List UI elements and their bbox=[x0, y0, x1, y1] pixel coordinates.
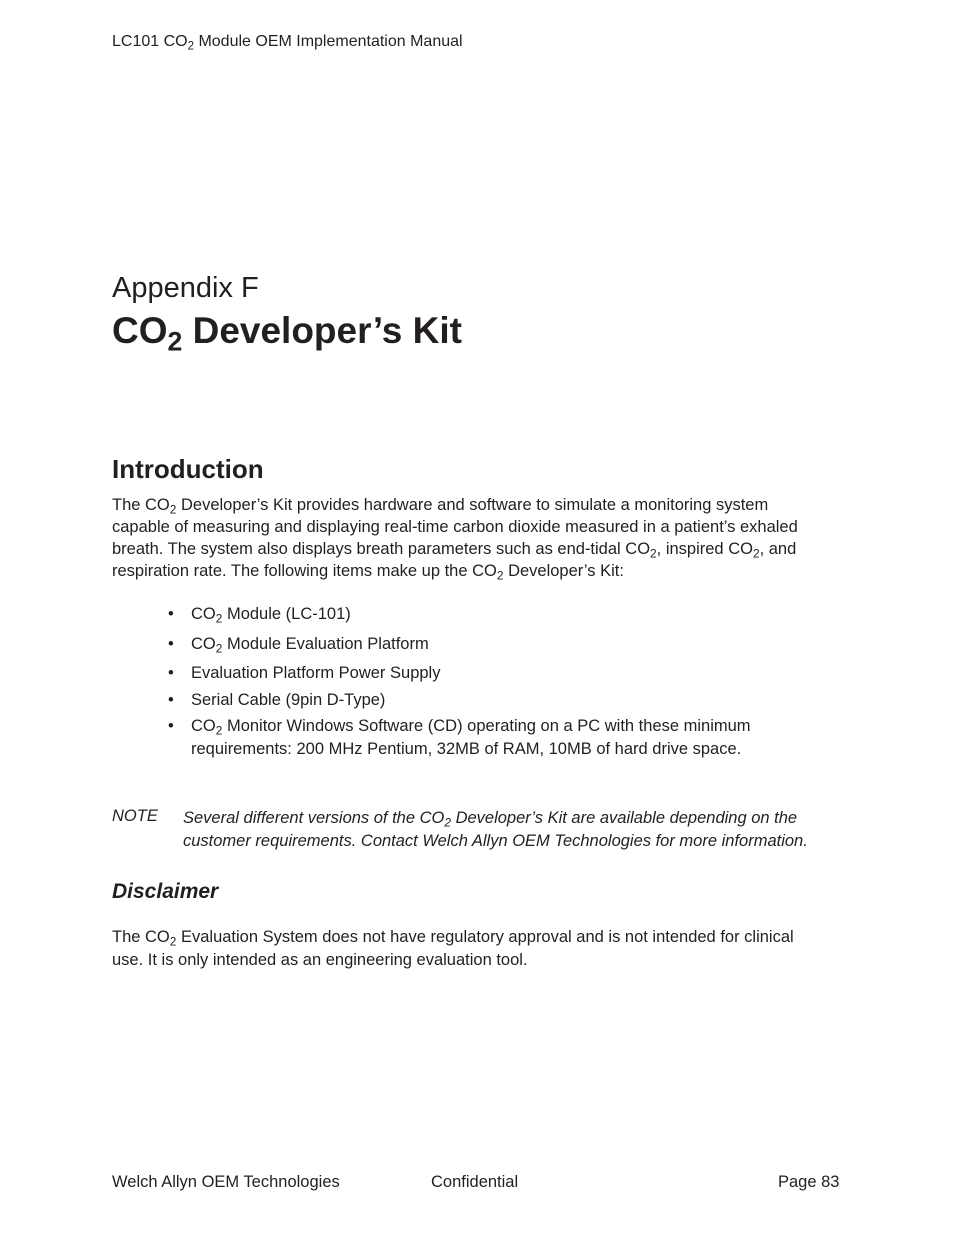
intro-line bbox=[112, 560, 852, 582]
list-item bbox=[168, 662, 848, 685]
text-span: , inspired CO bbox=[656, 540, 753, 558]
note-label: NOTE bbox=[112, 807, 158, 825]
text-span: Evaluation Platform Power Supply bbox=[191, 664, 441, 682]
introduction-paragraph bbox=[112, 494, 852, 582]
footer-company: Welch Allyn OEM Technologies bbox=[112, 1173, 340, 1191]
subscript: 2 bbox=[169, 502, 177, 517]
bullet-icon: • bbox=[168, 717, 174, 735]
subsection-heading-disclaimer: Disclaimer bbox=[112, 880, 219, 903]
text-span: breath. The system also displays breath parameters such as end-tidal CO bbox=[112, 540, 651, 558]
chapter-title bbox=[112, 310, 462, 357]
list-item bbox=[168, 715, 848, 761]
appendix-label: Appendix F bbox=[112, 272, 259, 304]
text-span: Developer’s Kit provides hardware and software to simulate a monitoring system bbox=[176, 496, 769, 514]
note-line bbox=[183, 807, 863, 830]
text-span: CO bbox=[191, 635, 216, 653]
text-span: Developer’s Kit are available depending on the bbox=[450, 809, 798, 827]
subscript: 2 bbox=[215, 611, 223, 626]
subscript: 2 bbox=[444, 815, 451, 830]
running-header-text-suffix: Module OEM Implementation Manual bbox=[194, 33, 463, 50]
disclaimer-line bbox=[112, 926, 852, 949]
chapter-title-prefix: CO bbox=[112, 310, 168, 351]
text-span: The CO bbox=[112, 496, 170, 514]
disclaimer-line: use. It is only intended as an engineering evaluation tool. bbox=[112, 951, 528, 969]
text-span: Several different versions of the CO bbox=[183, 809, 445, 827]
list-item bbox=[168, 633, 848, 656]
bullet-icon: • bbox=[168, 605, 174, 623]
text-span: Evaluation System does not have regulatory approval and is not intended for clinical bbox=[176, 928, 794, 946]
subscript: 2 bbox=[169, 934, 177, 949]
text-span: Module Evaluation Platform bbox=[222, 635, 429, 653]
footer-confidential: Confidential bbox=[431, 1173, 519, 1191]
section-heading-introduction: Introduction bbox=[112, 454, 264, 484]
subscript: 2 bbox=[650, 546, 657, 561]
kit-items-list bbox=[168, 603, 848, 761]
footer-page-number: Page 83 bbox=[778, 1173, 840, 1191]
disclaimer-paragraph bbox=[112, 926, 852, 972]
note-line: customer requirements. Contact Welch Allyn OEM Technologies for more information. bbox=[183, 832, 808, 850]
text-span: CO bbox=[191, 605, 216, 623]
note-text bbox=[183, 807, 863, 853]
text-span: Module (LC-101) bbox=[222, 605, 351, 623]
text-span: Developer’s Kit: bbox=[503, 562, 624, 580]
text-span: respiration rate. The following items make up the CO bbox=[112, 562, 497, 580]
subscript: 2 bbox=[215, 723, 223, 738]
text-span: Monitor Windows Software (CD) operating on a PC with these minimum bbox=[222, 717, 751, 735]
text-span: CO bbox=[191, 717, 216, 735]
chapter-title-subscript: 2 bbox=[167, 326, 183, 357]
text-span: Serial Cable (9pin D-Type) bbox=[191, 691, 386, 709]
running-header-text: LC101 CO bbox=[112, 33, 188, 50]
text-span: capable of measuring and displaying real-time carbon dioxide measured in a patient’s exhaled bbox=[112, 518, 798, 536]
intro-line bbox=[112, 516, 852, 538]
bullet-icon: • bbox=[168, 691, 174, 709]
bullet-icon: • bbox=[168, 664, 174, 682]
text-span: The CO bbox=[112, 928, 170, 946]
text-span: requirements: 200 MHz Pentium, 32MB of RAM, 10MB of hard drive space. bbox=[191, 740, 742, 758]
subscript: 2 bbox=[496, 568, 504, 583]
intro-line bbox=[112, 538, 852, 560]
text-span: , and bbox=[759, 540, 797, 558]
subscript: 2 bbox=[752, 546, 760, 561]
bullet-icon: • bbox=[168, 635, 174, 653]
subscript: 2 bbox=[215, 641, 223, 656]
intro-line bbox=[112, 494, 852, 516]
running-header bbox=[112, 33, 463, 51]
list-item bbox=[168, 603, 848, 626]
list-item bbox=[168, 689, 848, 712]
chapter-title-suffix: Developer’s Kit bbox=[182, 310, 462, 351]
running-header-subscript: 2 bbox=[187, 40, 194, 53]
